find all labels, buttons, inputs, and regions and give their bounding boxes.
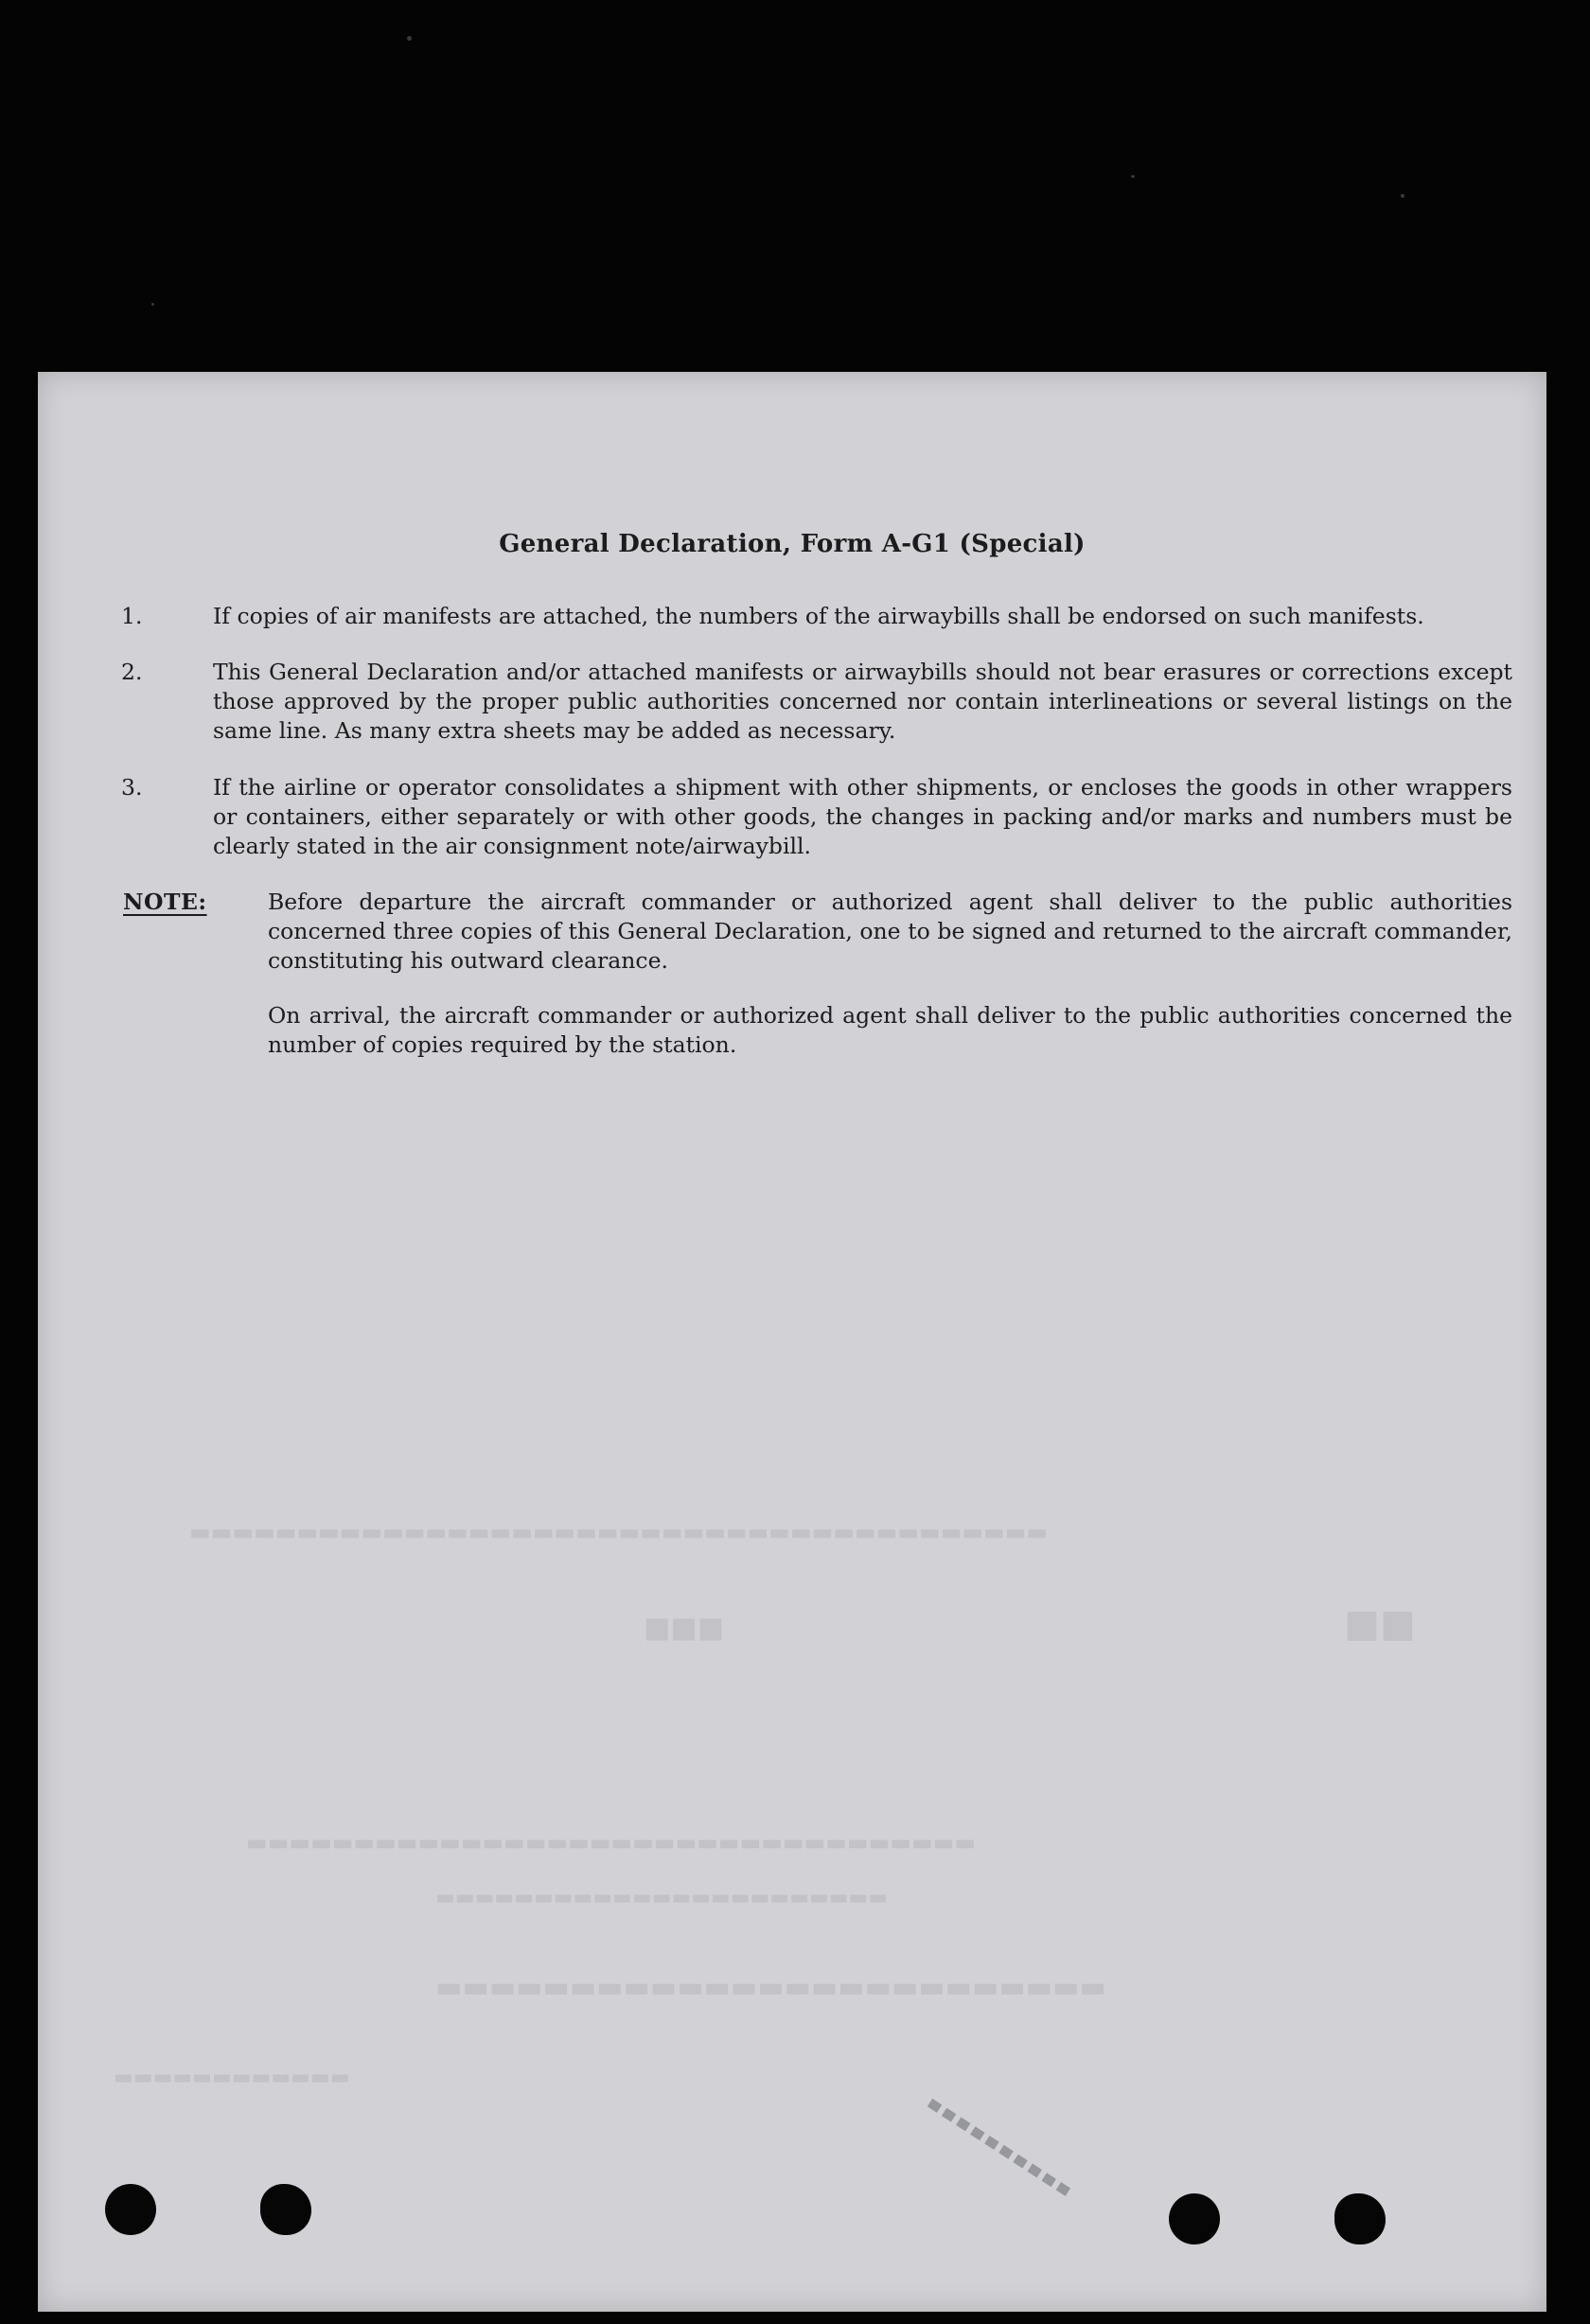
note-paragraph-2: On arrival, the aircraft commander or authorized agent shall deliver to the public authorities concerned the number of copies required by the station. bbox=[268, 1002, 1512, 1058]
bleed-through-marks: ▬▬▬▬▬▬▬▬▬▬▬▬▬▬▬▬▬▬▬▬▬▬▬ bbox=[435, 1886, 889, 1910]
declaration-content bbox=[38, 372, 1546, 2312]
punch-hole bbox=[105, 2184, 156, 2235]
item-number: 3. bbox=[121, 774, 143, 801]
bleed-through-marks: ▬▬▬▬▬▬▬▬▬▬▬▬▬▬▬▬▬▬▬▬▬▬▬▬▬ bbox=[435, 1971, 1106, 2004]
form-title: General Declaration, Form A-G1 (Special) bbox=[499, 530, 1086, 558]
item-text: This General Declaration and/or attached manifests or airwaybills should not bear erasures or corrections except those approved by the proper public authorities concerned nor contain interlineations or several listings on the same line. As many extra sheets may be added as necessary. bbox=[213, 659, 1512, 744]
dust-speck bbox=[1131, 175, 1135, 178]
dust-speck bbox=[151, 303, 154, 306]
punch-hole bbox=[1334, 2193, 1386, 2245]
bleed-through-marks: ■■ bbox=[1344, 1602, 1416, 1646]
item-number: 2. bbox=[121, 659, 143, 685]
note-label: NOTE: bbox=[123, 889, 207, 915]
dust-speck bbox=[1401, 194, 1404, 198]
item-number: 1. bbox=[121, 603, 143, 629]
bleed-through-marks: ▬▬▬▬▬▬▬▬▬▬▬▬▬▬▬▬▬▬▬▬▬▬▬▬▬▬▬▬▬▬▬▬▬▬ bbox=[246, 1829, 976, 1856]
note-paragraph-1: Before departure the aircraft commander or authorized agent shall deliver to the public authorities concerned three copies of this General Declaration, one to be signed and returned to the aircraft commander, constituting his outward clearance. bbox=[268, 889, 1512, 974]
punch-hole bbox=[1169, 2193, 1220, 2245]
bleed-through-marks: ■■■ bbox=[644, 1611, 725, 1645]
item-text: If the airline or operator consolidates a shipment with other shipments, or encloses the goods in other wrappers or containers, either separately or with other goods, the changes in packing and/or marks and numbers must be clearly stated in the air consignment note/airwaybill. bbox=[213, 774, 1512, 859]
dust-speck bbox=[407, 36, 412, 41]
bleed-through-marks: ▬▬▬▬▬▬▬▬▬▬▬▬▬▬▬▬▬▬▬▬▬▬▬▬▬▬▬▬▬▬▬▬▬▬▬▬▬▬▬▬ bbox=[189, 1519, 1049, 1545]
document-sheet bbox=[38, 372, 1546, 2312]
punch-hole bbox=[260, 2184, 311, 2235]
bleed-through-marks: ▬▬▬▬▬▬▬▬▬▬▬▬ bbox=[114, 2066, 350, 2089]
item-text: If copies of air manifests are attached, the numbers of the airwaybills shall be endorsed on such manifests. bbox=[213, 603, 1424, 629]
